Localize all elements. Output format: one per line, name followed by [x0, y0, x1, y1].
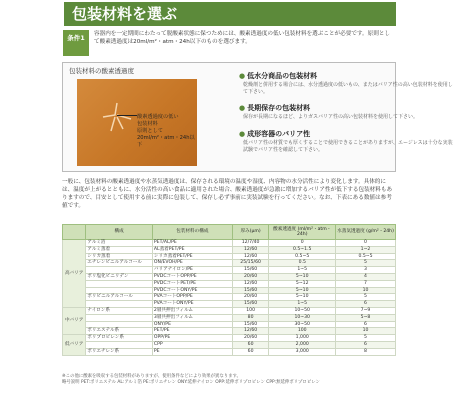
packaging-board-illustration — [77, 79, 197, 166]
condition-text: 容器内を一定期間にわたって脱酸素状態に保つためには、酸素透過度の低い包装材料を選ぶことが必要です。原則として酸素透過度は20ml/m²・atm・24h以下のものを選びます。 — [94, 31, 391, 45]
table-header-cell: 厚み(μm) — [232, 225, 269, 240]
notes — [62, 374, 396, 386]
table-cell: 10~30 — [269, 314, 336, 321]
table-row — [63, 260, 396, 267]
board-label-line: 酸素透過度の低い — [137, 114, 179, 120]
table-cell: 5~10 — [269, 273, 336, 280]
board-label-line: 原則として — [137, 128, 163, 134]
table-cell: ナイロン系 — [86, 307, 153, 314]
table-cell: 12/60 — [232, 253, 269, 260]
table-cell: 15/60 — [232, 287, 269, 294]
table-group-cell: 高バリア — [63, 240, 86, 308]
table-group-cell: 低バリア — [63, 335, 86, 355]
table-cell: 12/60 — [232, 328, 269, 335]
table-row — [63, 335, 396, 342]
table-cell: PET/PE — [152, 328, 232, 335]
table-cell: 0.5 — [269, 260, 336, 267]
table-cell: PVDCコートPET/PE — [152, 280, 232, 287]
table-cell: 5 — [336, 260, 396, 267]
table-cell: AL蒸着PET/PE — [152, 246, 232, 253]
table-row — [63, 253, 396, 260]
bullet-icon: ● — [239, 104, 246, 112]
table-cell: 1~2 — [336, 246, 396, 253]
table-cell: 0 — [336, 240, 396, 247]
table-cell — [86, 301, 153, 308]
table-row — [63, 267, 396, 274]
table-cell: 5~12 — [269, 280, 336, 287]
table-cell: 80 — [232, 314, 269, 321]
table-cell: ポリビニルアルコール — [86, 294, 153, 301]
table-cell: 3 — [336, 267, 396, 274]
table-cell: PE — [152, 348, 232, 355]
table-cell: 1~5 — [269, 267, 336, 274]
table-row — [63, 348, 396, 355]
body-paragraph: 一般に、包装材料の酸素透過度や水蒸気透過度は、保存される環境の温度や湿度、内容物の水分活性により変化します。具体的には、温度が上がるとともに、水分活性の高い食品に適用された場合、酸素透過度が急激に増加するバリア性が低下する包装材料もありますので、目安として使用する前に実際に包装して、保存し必ず事前に実装試験を行ってください。なお、下表にある数値は参考値です。 — [62, 179, 393, 209]
feature-desc: 低バリア性の材質でも厚くすることで使用できることがありますが、エージレスは十分な実装試験でバリア性を確認して下さい。 — [243, 140, 453, 153]
table-cell: 60 — [232, 348, 269, 355]
table-cell: 1,000 — [269, 335, 336, 342]
label-pointer — [117, 115, 137, 116]
table-row — [63, 273, 396, 280]
feature-title — [239, 129, 310, 139]
table-cell — [86, 314, 153, 321]
table-row — [63, 246, 396, 253]
board-label-line: 包装材料 — [137, 121, 158, 127]
table-cell: 15/60 — [232, 321, 269, 328]
table-cell: 0 — [269, 240, 336, 247]
table-cell: 25/15/60 — [232, 260, 269, 267]
table-row — [63, 294, 396, 301]
oxygen-permeability-panel — [62, 62, 453, 172]
table-row — [63, 307, 396, 314]
table-cell: PVDCコートOPP/PE — [152, 273, 232, 280]
table-cell: 2層共押出フィルム — [152, 307, 232, 314]
table-cell: OPP/PE — [152, 335, 232, 342]
table-row — [63, 301, 396, 308]
table-row — [63, 287, 396, 294]
table-cell: 5 — [336, 335, 396, 342]
board-label — [137, 114, 197, 149]
condition-badge: 条件1 — [63, 30, 89, 56]
permeability-table-wrap — [62, 224, 396, 374]
table-cell: ポリエチレン系 — [86, 348, 153, 355]
board-label-line: 20ml/m²・atm・24h以下 — [137, 135, 195, 148]
table-cell: 0.5~5 — [269, 253, 336, 260]
note-line: ※この他に酸素を吸収する包装材料がありますが、使用条件などにより効果が異なります。 — [62, 374, 241, 379]
table-header-cell: 構成 — [86, 225, 153, 240]
table-row — [63, 240, 396, 247]
table-header-cell: 包装材料の構成 — [152, 225, 232, 240]
bullet-icon: ● — [239, 72, 246, 80]
table-cell: 3層共押出フィルム — [152, 314, 232, 321]
table-cell: バリアナイロン/PE — [152, 267, 232, 274]
table-cell: 12/7/40 — [232, 240, 269, 247]
table-body — [63, 240, 396, 356]
feature-desc: 乾燥剤と併用する場合には、水分透過度の低いもの、またはバリア性の高い包装材料を使用して下さい。 — [243, 82, 453, 95]
table-cell: 0.5~5 — [336, 253, 396, 260]
table-cell: 8 — [336, 348, 396, 355]
table-cell: 5~10 — [269, 287, 336, 294]
table-cell: 60 — [232, 341, 269, 348]
table-cell: 10 — [336, 287, 396, 294]
section-title: 包装材料を選ぶ — [64, 2, 396, 26]
table-header-row — [63, 225, 396, 240]
table-row — [63, 280, 396, 287]
feature-title-text: 成形容器のバリア性 — [247, 130, 311, 138]
table-cell — [86, 321, 153, 328]
table-cell: 2,000 — [269, 341, 336, 348]
table-cell — [86, 267, 153, 274]
table-cell: ポリプロピレン系 — [86, 335, 153, 342]
table-cell: 20/60 — [232, 273, 269, 280]
table-cell: ポリ塩化ビニリデン — [86, 273, 153, 280]
table-row — [63, 314, 396, 321]
table-header-cell: 酸素透過度 (ml/m²・atm・24h) — [269, 225, 336, 240]
table-cell: シリカ蒸着 — [86, 253, 153, 260]
table-cell: 7~9 — [336, 307, 396, 314]
feature-title-text: 低水分商品の包装材料 — [247, 72, 318, 80]
feature-title — [239, 71, 317, 81]
table-cell: ON/EVOH/PE — [152, 260, 232, 267]
table-cell: CPP — [152, 341, 232, 348]
table-cell: 15/60 — [232, 267, 269, 274]
table-cell: 5~8 — [336, 314, 396, 321]
table-cell: 6 — [336, 321, 396, 328]
table-cell: 4 — [336, 273, 396, 280]
table-cell — [86, 287, 153, 294]
note-line: 略号説明 PET:ポリエステル AL:アルミ箔 PE:ポリエチレン ONY:延伸ナイロン OPP:延伸ポリプロピレン CPP:無延伸ポリプロピレン — [62, 380, 320, 385]
oxygen-crack-icon — [99, 99, 135, 135]
table-cell: 100 — [232, 307, 269, 314]
table-cell: ONY/PE — [152, 321, 232, 328]
table-cell: シリカ蒸着PET/PE — [152, 253, 232, 260]
table-row — [63, 341, 396, 348]
table-cell: 15/60 — [232, 301, 269, 308]
table-cell: 12/60 — [232, 280, 269, 287]
table-cell: 7 — [336, 280, 396, 287]
table-cell: 20/60 — [232, 335, 269, 342]
table-cell: 0.5~1.5 — [269, 246, 336, 253]
table-cell: アルミ箔 — [86, 240, 153, 247]
table-cell: 30~50 — [269, 321, 336, 328]
table-header-cell — [63, 225, 86, 240]
table-cell: 5 — [336, 294, 396, 301]
panel-title: 包装材料の酸素透過度 — [69, 67, 134, 75]
table-cell: 5~10 — [269, 294, 336, 301]
table-cell — [86, 341, 153, 348]
feature-desc: 保存が長期になるほど、よりガスバリア性の高い包装材料を使用して下さい。 — [243, 114, 419, 120]
table-cell: エチレンビニルアルコール — [86, 260, 153, 267]
table-cell: 10~50 — [269, 307, 336, 314]
table-cell: 10 — [336, 328, 396, 335]
table-cell: 1~5 — [269, 301, 336, 308]
permeability-table — [62, 224, 396, 356]
table-cell: 3,000 — [269, 348, 336, 355]
table-cell: PVAコートOPP/PE — [152, 294, 232, 301]
table-cell: PVDCコートONY/PE — [152, 287, 232, 294]
table-cell — [86, 280, 153, 287]
feature-title-text: 長期保存の包装材料 — [247, 104, 311, 112]
table-cell: PET/AL/PE — [152, 240, 232, 247]
table-cell: 100 — [269, 328, 336, 335]
table-cell: 12/60 — [232, 246, 269, 253]
table-group-cell: 中バリア — [63, 307, 86, 334]
table-row — [63, 321, 396, 328]
bullet-icon: ● — [239, 130, 246, 138]
table-cell: アルミ蒸着 — [86, 246, 153, 253]
feature-title — [239, 103, 310, 113]
table-row — [63, 328, 396, 335]
table-cell: 6 — [336, 301, 396, 308]
table-cell: 6 — [336, 341, 396, 348]
table-header-cell: 水蒸気透過度 (g/m²・24h) — [336, 225, 396, 240]
table-cell: PVAコートONY/PE — [152, 301, 232, 308]
table-cell: ポリエステル系 — [86, 328, 153, 335]
table-cell: 20/60 — [232, 294, 269, 301]
